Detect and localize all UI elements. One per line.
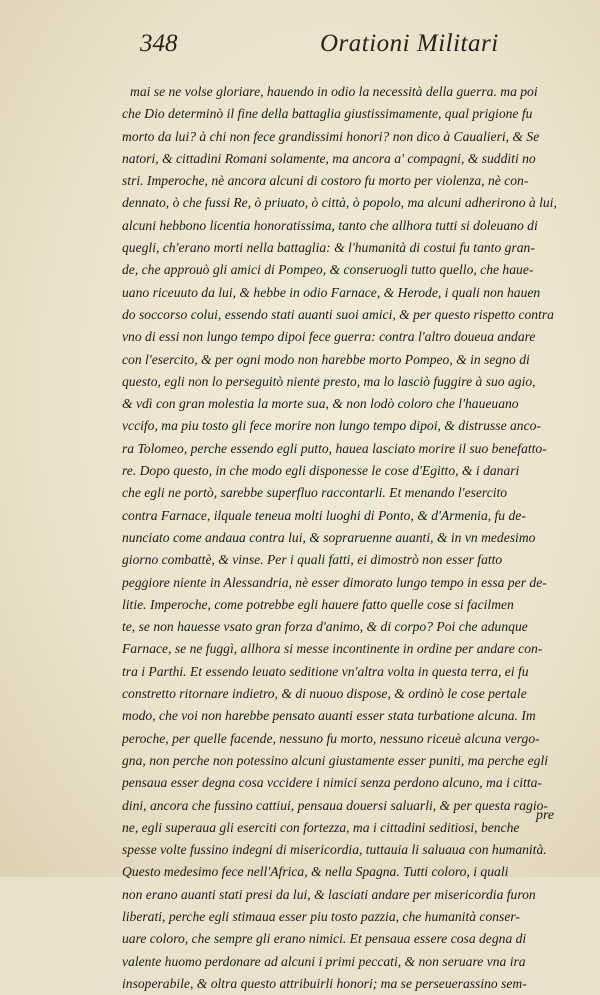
text-line: uano riceuuto da lui, & hebbe in odio Farnace, & Herode, i quali non hauen — [122, 284, 541, 300]
page-header — [140, 30, 560, 70]
text-line: Farnace, se ne fuggì, allhora si messe incontinente in ordine per andare con- — [122, 641, 543, 657]
text-line: morto da lui? à chi non fece grandissimi honori? non dico à Caualieri, & Se — [122, 128, 540, 144]
text-line: constretto ritornare indietro, & di nuouo dispose, & ordinò le cose pertale — [122, 686, 527, 702]
catchword: pre — [536, 808, 555, 823]
text-line: contra Farnace, ilquale teneua molti luoghi di Ponto, & d'Armenia, fu de- — [122, 507, 526, 523]
body-text — [122, 81, 562, 995]
text-line: ra Tolomeo, perche essendo egli putto, hauea lasciato morire il suo benefatto- — [122, 440, 547, 456]
page-number: 348 — [140, 30, 178, 57]
text-line: peroche, per quelle facende, nessuno fu morto, nessuno riceuè alcuna vergo- — [122, 730, 540, 746]
text-line: Questo medesimo fece nell'Africa, & nella Spagna. Tutti coloro, i quali — [122, 864, 509, 880]
text-line: modo, che voi non harebbe pensato auanti esser stata turbatione alcuna. Im — [122, 708, 536, 724]
running-title: Orationi Militari — [320, 30, 499, 57]
text-line: gna, non perche non potessino alcuni giustamente esser puniti, ma perche egli — [122, 752, 548, 768]
text-line: che Dio determinò il fine della battaglia giustissimamente, qual prigione fu — [122, 106, 533, 122]
text-line: con l'esercito, & per ogni modo non harebbe morto Pompeo, & in segno di — [122, 351, 530, 367]
text-line: uare coloro, che sempre gli erano nimici. Et pensaua essere cosa degna di — [122, 931, 527, 947]
text-line: do soccorso colui, essendo stati auanti suoi amici, & per questo rispetto contra — [122, 306, 554, 322]
text-line: valente huomo perdonare ad alcuni i primi peccati, & non seruare vna ira — [122, 953, 526, 969]
text-line: ne, egli superaua gli eserciti con fortezza, ma i cittadini seditiosi, benche — [122, 819, 520, 835]
text-line: mai se ne volse gloriare, hauendo in odio la necessità della guerra. ma poi — [130, 84, 538, 99]
text-line: natori, & cittadini Romani solamente, ma ancora a' compagni, & sudditi no — [122, 150, 536, 166]
text-line: giorno combattè, & vinse. Per i quali fatti, ei dimostrò non esser fatto — [122, 552, 503, 568]
text-line: liberati, perche egli stimaua esser piu tosto pazzia, che humanità conser- — [122, 908, 520, 924]
text-line: vccifo, ma piu tosto gli fece morire non lungo tempo dipoi, & distrusse anco- — [122, 418, 541, 434]
text-line: dini, ancora che fussino cattiui, pensaua douersi saluarli, & per questa ragio- — [122, 797, 548, 813]
text-line: dennato, ò che fussi Re, ò priuato, ò città, ò popolo, ma alcuni adherirono à lui, — [122, 195, 557, 211]
text-line: de, che approuò gli amici di Pompeo, & conseruogli tutto quello, che haue- — [122, 262, 534, 278]
text-line: che egli ne portò, sarebbe superfluo raccontarli. Et menando l'esercito — [122, 485, 508, 501]
text-line: stri. Imperoche, nè ancora alcuni di costoro fu morto per violenza, nè con- — [122, 173, 529, 189]
text-line: litie. Imperoche, come potrebbe egli hauere fatto quelle cose si facilmen — [122, 596, 514, 612]
text-line: quegli, ch'erano morti nella battaglia: & l'humanità di costui fu tanto gran- — [122, 240, 535, 256]
text-line: re. Dopo questo, in che modo egli disponesse le cose d'Egitto, & i danari — [122, 463, 520, 479]
text-line: pensaua esser degna cosa vccidere i nimici senza perdono alcuno, ma i citta- — [122, 775, 542, 791]
text-line: non erano auanti stati presi da lui, & lasciati andare per misericordia furon — [122, 886, 536, 902]
text-line: peggiore niente in Alessandria, nè esser dimorato lungo tempo in essa per de- — [122, 574, 547, 590]
text-line: te, se non hauesse vsato gran forza d'animo, & di corpo? Poi che adunque — [122, 619, 528, 635]
text-line: nunciato come andaua contra lui, & sopraruenne auanti, & in vn medesimo — [122, 529, 536, 545]
text-line: insoperabile, & oltra questo attribuirli honori; ma se perseuerassino sem- — [122, 975, 527, 991]
text-line: spesse volte fussino indegni di misericordia, tuttauia li saluaua con humanità. — [122, 842, 547, 858]
text-line: & vdì con gran molestia la morte sua, & non lodò coloro che l'haueuano — [122, 396, 519, 412]
text-line: vno di essi non lungo tempo dipoi fece guerra: contra l'altro doueua andare — [122, 329, 536, 345]
text-line: tra i Parthi. Et essendo leuato seditione vn'altra volta in questa terra, ei fu — [122, 663, 529, 679]
text-line: alcuni hebbono licentia honoratissima, tanto che allhora tutti si doleuano di — [122, 217, 538, 233]
text-line: questo, egli non lo perseguitò niente presto, ma lo lasciò fuggire à suo agio, — [122, 373, 536, 389]
